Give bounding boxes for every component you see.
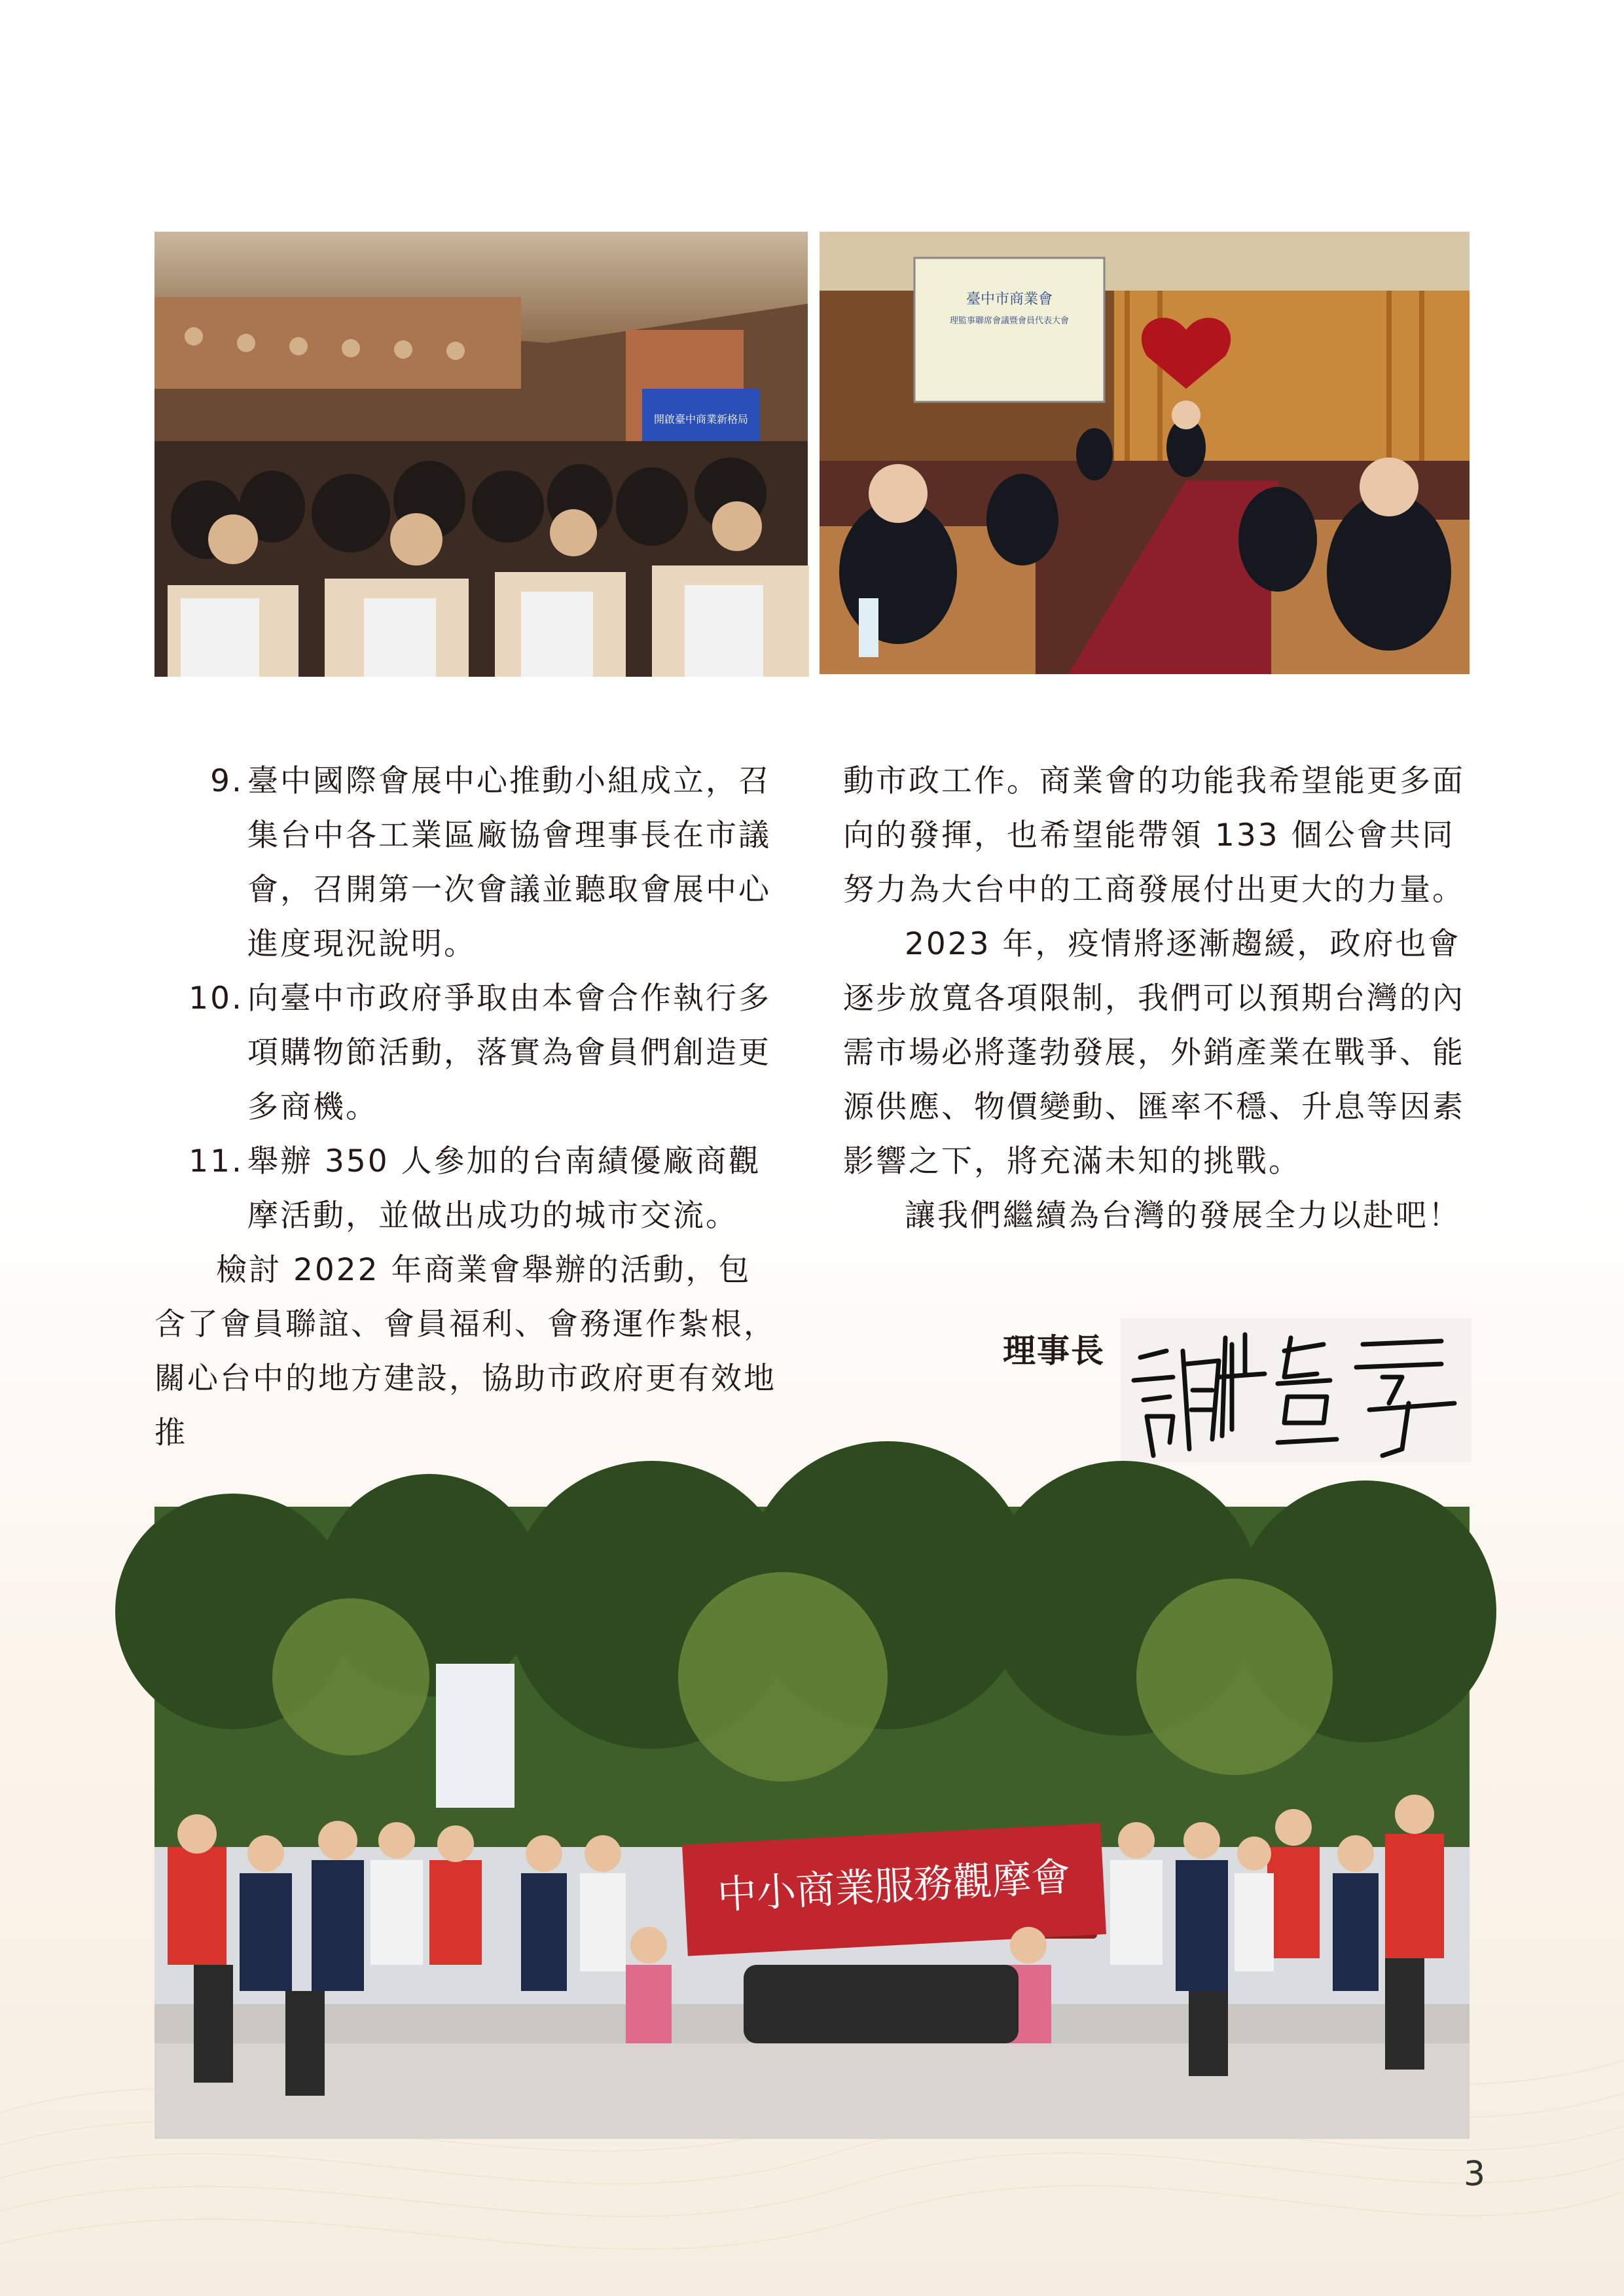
meeting-screen-title: 臺中市商業會 [965, 291, 1053, 308]
outlook-paragraph: 2023 年，疫情將逐漸趨緩，政府也會逐步放寬各項限制，我們可以預期台灣的內需市場必將蓬勃發展，外銷產業在戰爭、能源供應、物價變動、匯率不穩、升息等因素影響之下，將充滿未知的挑戰。 [843, 926, 1465, 1179]
conference-hall-photo [154, 232, 808, 677]
list-item-number: 10. [189, 980, 244, 1016]
list-item-text: 向臺中市政府爭取由本會合作執行多項購物節活動，落實為會員們創造更多商機。 [247, 980, 771, 1125]
closing-paragraph: 讓我們繼續為台灣的發展全力以赴吧！ [905, 1198, 1461, 1234]
conference-screen-text: 開啟臺中商業新格局 [653, 413, 749, 425]
page-number: 3 [1464, 2155, 1486, 2194]
list-item-number: 9. [210, 763, 244, 799]
meeting-screen-subtitle: 理監事聯席會議暨會員代表大會 [949, 316, 1070, 326]
handwritten-signature [1121, 1318, 1471, 1462]
board-meeting-photo [820, 232, 1470, 674]
group-banner-text: 中小商業服務觀摩會 [716, 1854, 1072, 1919]
list-item-text: 臺中國際會展中心推動小組成立，召集台中各工業區廠協會理事長在市議會，召開第一次會議並聽取會展中心進度現況說明。 [247, 763, 771, 962]
list-item [154, 1134, 782, 1243]
list-item-number: 11. [189, 1143, 244, 1179]
review-paragraph: 檢討 2022 年商業會舉辦的活動，包含了會員聯誼、會員福利、會務運作紮根，關心台中的地方建設，協助市政府更有效地推 [154, 1252, 776, 1451]
chairman-signature-block [1003, 1325, 1471, 1462]
right-text-column [843, 754, 1470, 1243]
list-item-text: 舉辦 350 人參加的台南績優廠商觀摩活動，並做出成功的城市交流。 [247, 1143, 761, 1234]
group-tour-photo [154, 1507, 1470, 2139]
continuation-paragraph: 動市政工作。商業會的功能我希望能更多面向的發揮，也希望能帶領 133 個公會共同努力為大台中的工商發展付出更大的力量。 [843, 763, 1465, 908]
list-item [154, 971, 782, 1134]
signature-name: 謝豐享 [1471, 1462, 1473, 1463]
chairman-title: 理事長 [1003, 1332, 1105, 1370]
left-text-column [154, 754, 782, 1460]
list-item [154, 754, 782, 971]
